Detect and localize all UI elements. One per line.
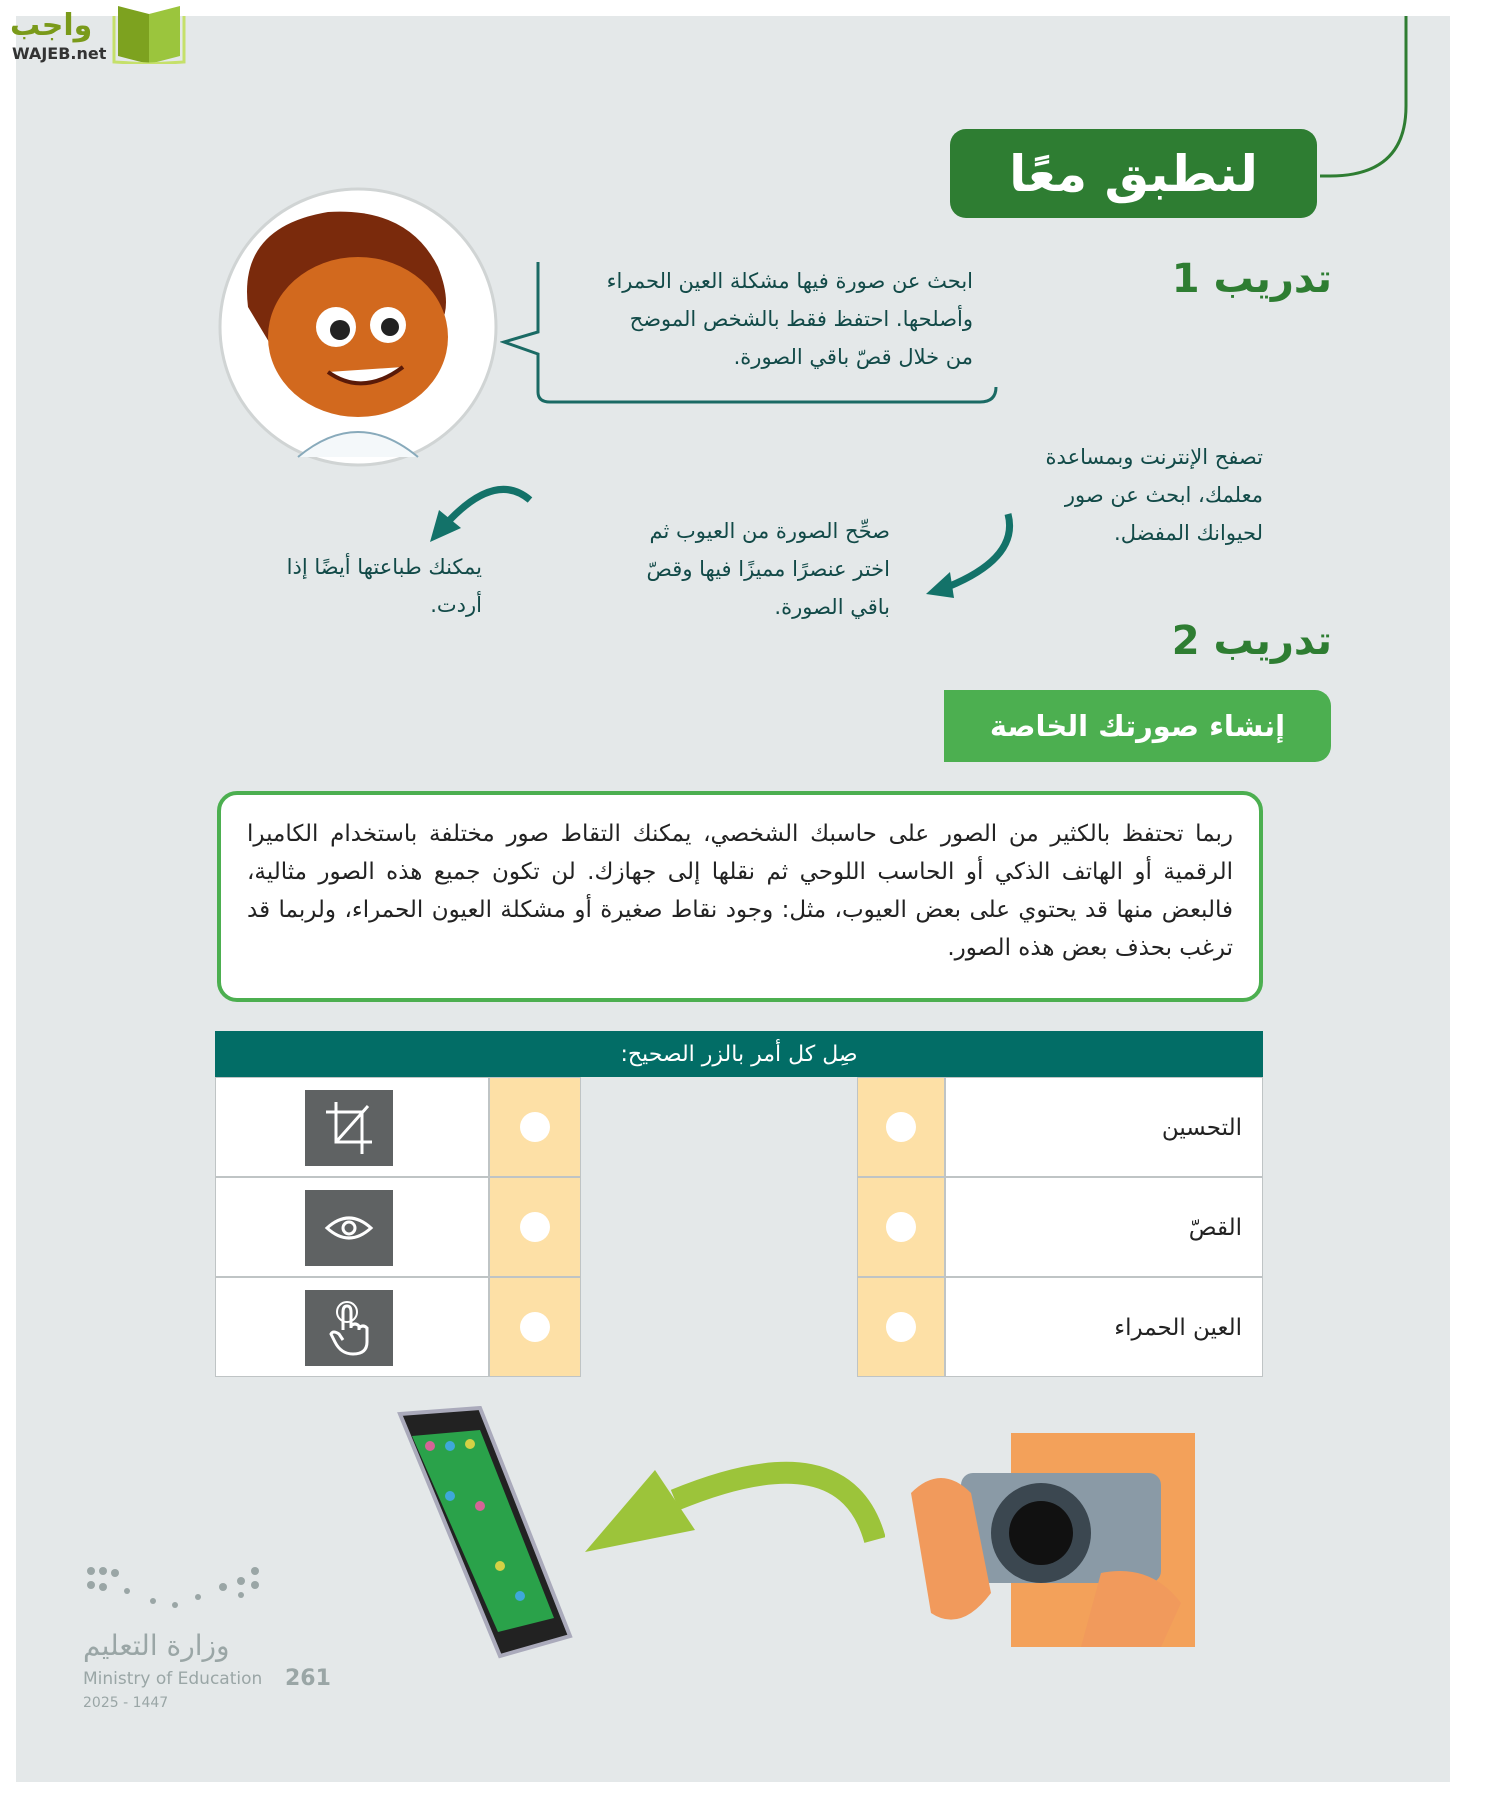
step-line: يمكنك طباعتها أيضًا إذا xyxy=(286,555,482,579)
touch-hand-icon xyxy=(305,1290,393,1366)
crop-icon xyxy=(305,1090,393,1166)
command-label: القصّ xyxy=(1188,1215,1242,1241)
camera-illustration xyxy=(901,1433,1195,1647)
ministry-name-english: Ministry of Education xyxy=(83,1669,263,1689)
match-dot-cell[interactable] xyxy=(489,1177,581,1277)
icon-cell xyxy=(215,1277,489,1377)
step-line: أردت. xyxy=(430,593,482,617)
arrow-icon xyxy=(425,480,535,550)
step-3-text xyxy=(222,548,482,624)
ministry-name-arabic: وزارة التعليم xyxy=(83,1629,230,1662)
table-row xyxy=(215,1077,1263,1177)
academic-year: 2025 - 1447 xyxy=(83,1695,169,1711)
exercise-1-instructions xyxy=(553,262,973,376)
matching-table xyxy=(215,1031,1263,1378)
icon-cell xyxy=(215,1177,489,1277)
wajeb-logo-text: واجب xyxy=(10,8,93,43)
match-dot[interactable] xyxy=(886,1112,916,1142)
match-dot[interactable] xyxy=(886,1212,916,1242)
ministry-logo-icon xyxy=(83,1561,268,1621)
match-dot-cell[interactable] xyxy=(489,1077,581,1177)
exercise-2-banner: إنشاء صورتك الخاصة xyxy=(944,690,1331,762)
book-logo-icon xyxy=(110,6,188,64)
command-label: التحسين xyxy=(1161,1115,1242,1141)
match-dot[interactable] xyxy=(886,1312,916,1342)
arrow-icon xyxy=(920,510,1020,600)
step-line: لحيوانك المفضل. xyxy=(1114,521,1263,545)
table-row xyxy=(215,1277,1263,1377)
label-cell xyxy=(945,1077,1263,1177)
step-2-text xyxy=(570,512,890,626)
instruction-line: وأصلحها. احتفظ فقط بالشخص الموضح xyxy=(629,307,973,331)
step-line: باقي الصورة. xyxy=(774,595,890,619)
table-row xyxy=(215,1177,1263,1277)
boy-character-illustration xyxy=(218,187,498,467)
eye-icon xyxy=(305,1190,393,1266)
match-dot[interactable] xyxy=(520,1312,550,1342)
match-dot[interactable] xyxy=(520,1112,550,1142)
transfer-arrow-icon xyxy=(585,1440,885,1560)
wajeb-logo-latin: WAJEB.net xyxy=(12,44,107,63)
step-line: اختر عنصرًا مميزًا فيها وقصّ xyxy=(646,557,890,581)
instruction-line: ابحث عن صورة فيها مشكلة العين الحمراء xyxy=(606,269,973,293)
step-line: تصفح الإنترنت وبمساعدة xyxy=(1045,445,1263,469)
page-number: 261 xyxy=(285,1666,331,1691)
decorative-line xyxy=(1300,16,1420,186)
label-cell xyxy=(945,1277,1263,1377)
icon-cell xyxy=(215,1077,489,1177)
section-title: لنطبق معًا xyxy=(950,129,1317,218)
step-line: معلمك، ابحث عن صور xyxy=(1064,483,1263,507)
step-line: صحِّح الصورة من العيوب ثم xyxy=(649,519,890,543)
match-dot-cell[interactable] xyxy=(489,1277,581,1377)
intro-paragraph: ربما تحتفظ بالكثير من الصور على حاسبك الشخصي، يمكنك التقاط صور مختلفة باستخدام الكاميرا الرقمية أو الهاتف الذكي أو الحاسب اللوحي ثم نقلها إلى جهازك. لن تكون جميع هذه الصور مثالية، فالبعض منها قد يحتوي على بعض العيوب، مثل: وجود نقاط صغيرة أو مشكلة العيون الحمراء، ولربما قد ترغب بحذف بعض هذه الصور. xyxy=(217,791,1263,1002)
match-dot[interactable] xyxy=(520,1212,550,1242)
match-dot-cell[interactable] xyxy=(857,1277,945,1377)
smartphone-illustration xyxy=(390,1406,580,1662)
matching-instructions: صِل كل أمر بالزر الصحيح: xyxy=(215,1031,1263,1077)
label-cell xyxy=(945,1177,1263,1277)
exercise-2-heading: تدريب 2 xyxy=(1171,618,1332,664)
match-dot-cell[interactable] xyxy=(857,1177,945,1277)
exercise-1-heading: تدريب 1 xyxy=(1171,256,1332,302)
match-dot-cell[interactable] xyxy=(857,1077,945,1177)
command-label: العين الحمراء xyxy=(1114,1315,1242,1341)
instruction-line: من خلال قصّ باقي الصورة. xyxy=(733,345,973,369)
